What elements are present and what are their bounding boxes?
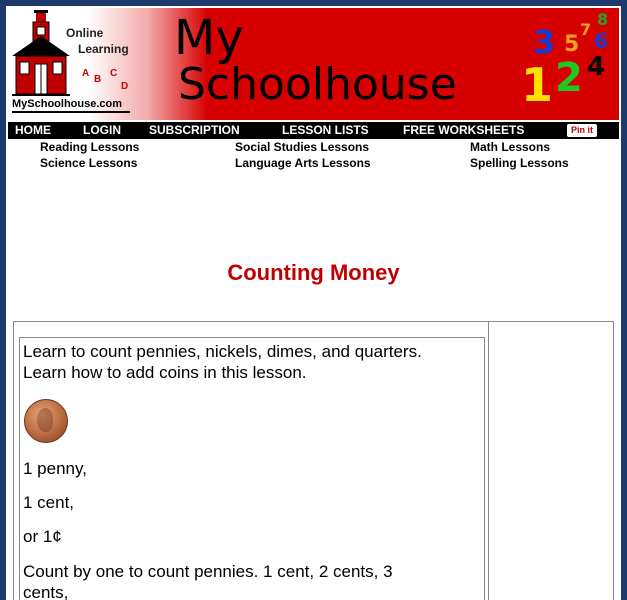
number-7: 7 bbox=[580, 20, 592, 39]
logo-learning-text: Learning bbox=[78, 42, 129, 56]
logo-underline bbox=[12, 111, 130, 113]
link-reading-lessons[interactable]: Reading Lessons bbox=[40, 140, 140, 154]
page bbox=[6, 6, 621, 600]
column-divider bbox=[488, 322, 489, 600]
number-6: 6 bbox=[594, 29, 608, 53]
nav-subscription[interactable]: SUBSCRIPTION bbox=[149, 123, 240, 137]
main-nav bbox=[8, 122, 619, 139]
intro-line-2: Learn how to add coins in this lesson. bbox=[23, 363, 307, 382]
number-5: 5 bbox=[564, 32, 580, 57]
site-header bbox=[8, 8, 619, 120]
link-spelling-lessons[interactable]: Spelling Lessons bbox=[470, 156, 569, 170]
number-4: 4 bbox=[587, 52, 606, 82]
nav-free-worksheets[interactable]: FREE WORKSHEETS bbox=[403, 123, 525, 137]
link-language-arts-lessons[interactable]: Language Arts Lessons bbox=[235, 156, 371, 170]
text-count-by-one-cont: cents, bbox=[23, 583, 69, 600]
penny-icon bbox=[24, 399, 68, 443]
text-count-by-one: Count by one to count pennies. 1 cent, 2 cents, 3 bbox=[23, 562, 393, 581]
pinit-button[interactable]: Pin it bbox=[567, 124, 597, 137]
page-title: Counting Money bbox=[227, 260, 400, 285]
logo-letter-b: B bbox=[94, 74, 102, 85]
number-2: 2 bbox=[555, 55, 583, 101]
site-title-my: My bbox=[174, 10, 244, 66]
site-url: MySchoolhouse.com bbox=[12, 98, 123, 110]
content-table bbox=[13, 321, 614, 600]
lesson-content-box bbox=[19, 337, 485, 600]
nav-lesson-lists[interactable]: LESSON LISTS bbox=[282, 123, 369, 137]
link-math-lessons[interactable]: Math Lessons bbox=[470, 140, 551, 154]
number-8: 8 bbox=[597, 10, 609, 29]
link-science-lessons[interactable]: Science Lessons bbox=[40, 156, 138, 170]
number-3: 3 bbox=[533, 23, 556, 61]
nav-home[interactable]: HOME bbox=[15, 123, 51, 137]
text-1-cent: 1 cent, bbox=[23, 493, 75, 512]
text-1-penny: 1 penny, bbox=[23, 459, 87, 478]
logo-letter-a: A bbox=[82, 68, 90, 79]
logo-letter-d: D bbox=[121, 81, 129, 92]
site-logo[interactable] bbox=[8, 8, 132, 115]
number-1: 1 bbox=[521, 58, 554, 112]
schoolhouse-icon bbox=[10, 10, 72, 96]
intro-line-1: Learn to count pennies, nickels, dimes, and quarters. bbox=[23, 342, 422, 361]
nav-login[interactable]: LOGIN bbox=[83, 123, 121, 137]
site-title-schoolhouse: Schoolhouse bbox=[178, 59, 457, 110]
text-1-cent-symbol: or 1¢ bbox=[23, 527, 62, 546]
link-social-studies-lessons[interactable]: Social Studies Lessons bbox=[235, 140, 370, 154]
logo-letter-c: C bbox=[110, 68, 118, 79]
logo-online-text: Online bbox=[66, 26, 104, 40]
